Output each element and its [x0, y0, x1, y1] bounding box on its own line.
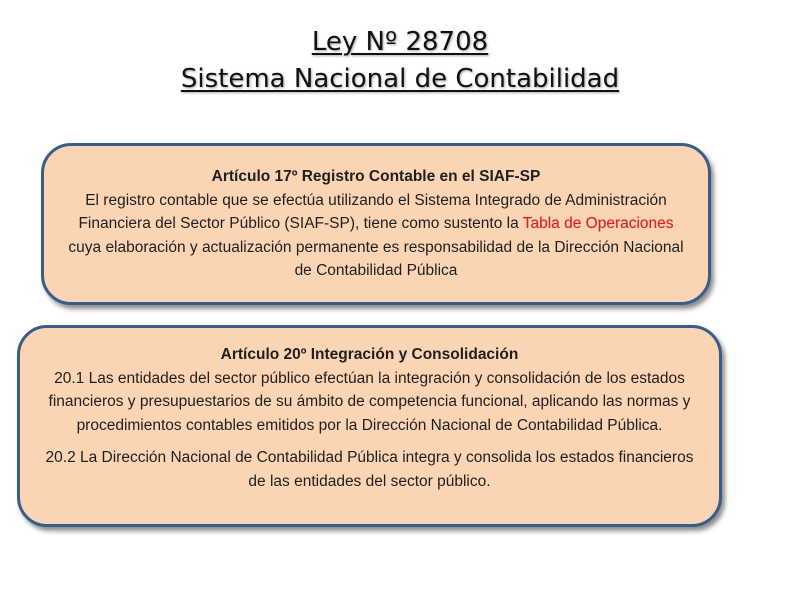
title-law-number: Ley Nº 28708 [311, 27, 489, 57]
article-17-highlight: Tabla de Operaciones [522, 215, 674, 232]
slide-title [0, 24, 800, 98]
article-20-box [17, 325, 722, 527]
article-17-text-after: cuya elaboración y actualización permanente es responsabilidad de la Dirección Nacional de Contabilidad Pública [68, 238, 684, 279]
article-17-heading: Artículo 17º Registro Contable en el SIAF-SP [211, 168, 541, 185]
article-20-heading: Artículo 20º Integración y Consolidación [220, 346, 519, 363]
article-17-text-before: El registro contable que se efectúa utilizando el Sistema Integrado de Administración Financiera del Sector Público (SIAF-SP), tiene como sustento la [78, 191, 667, 232]
article-20-paragraph-2: 20.2 La Dirección Nacional de Contabilidad Pública integra y consolida los estados financieros de las entidades del sector público. [45, 449, 694, 490]
title-law-name: Sistema Nacional de Contabilidad [180, 64, 620, 94]
article-17-box [41, 143, 711, 305]
article-20-paragraph-1: 20.1 Las entidades del sector público efectúan la integración y consolidación de los estados financieros y presupuestarios de su ámbito de competencia funcional, aplicando las normas y procedimientos contables emitidos por la Dirección Nacional de Contabilidad Pública. [48, 369, 691, 434]
